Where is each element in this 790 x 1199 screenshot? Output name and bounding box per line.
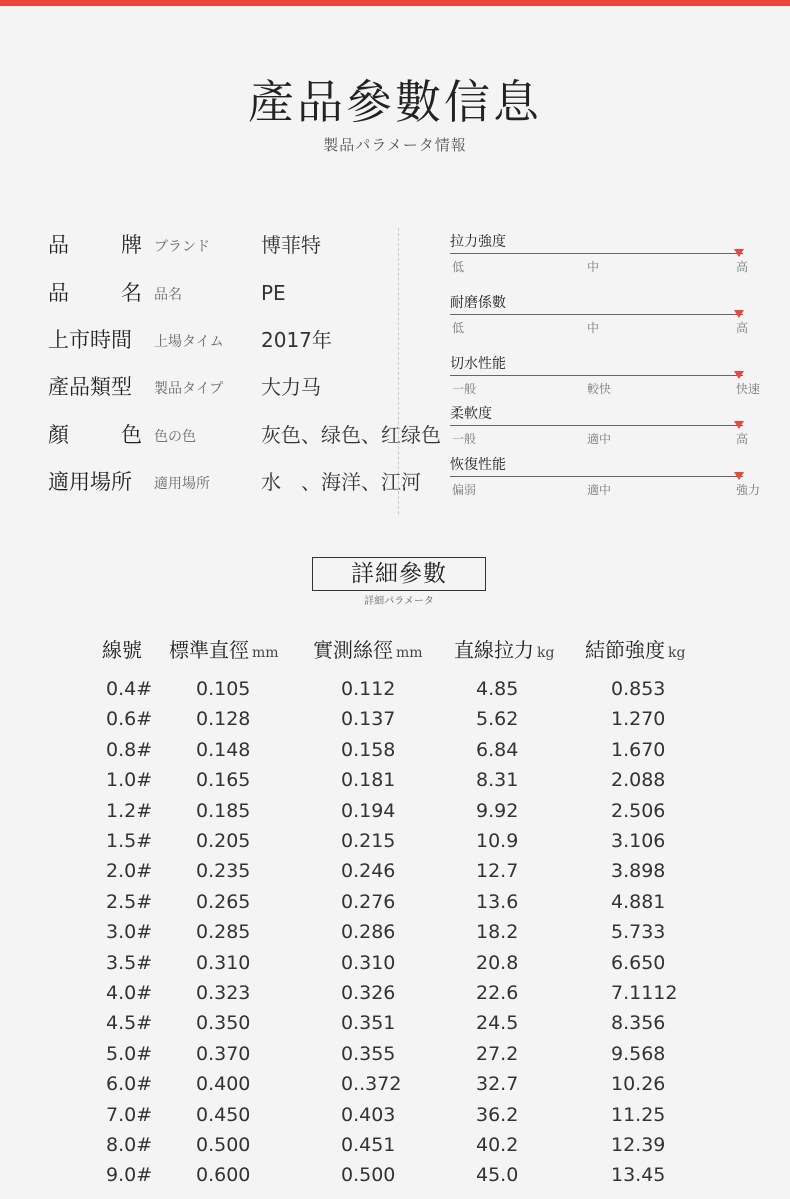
table-cell: 10.9 bbox=[476, 830, 519, 852]
table-cell: 0.148 bbox=[196, 738, 251, 761]
param-sublabel: ブランド bbox=[154, 239, 210, 255]
param-label-char: 型 bbox=[111, 375, 132, 399]
scale-tick-mid: 適中 bbox=[587, 432, 612, 446]
table-row bbox=[0, 919, 790, 949]
scale-name: 切水性能 bbox=[450, 356, 506, 372]
scale-name: 耐磨係數 bbox=[450, 295, 506, 311]
param-row bbox=[48, 230, 448, 264]
table-cell: 0.355 bbox=[341, 1042, 396, 1065]
param-label bbox=[48, 278, 142, 308]
param-label-char: 品 bbox=[48, 233, 69, 257]
scale-marker-icon bbox=[734, 371, 744, 379]
table-cell: 18.2 bbox=[476, 921, 519, 944]
table-header-label: 標準直徑 bbox=[169, 638, 249, 662]
table-row bbox=[0, 1132, 790, 1162]
table-cell: 0.165 bbox=[196, 769, 251, 792]
table-row bbox=[0, 980, 790, 1010]
table-cell: 1.2# bbox=[106, 799, 153, 822]
table-cell: 5.0# bbox=[106, 1042, 153, 1065]
table-header-label: 直線拉力 bbox=[454, 638, 534, 662]
param-label-char: 所 bbox=[111, 470, 132, 494]
table-cell: 45.0 bbox=[476, 1164, 519, 1187]
table-cell: 1.0# bbox=[106, 769, 153, 792]
param-row bbox=[48, 372, 448, 406]
scale-tick-mid: 較快 bbox=[587, 382, 612, 396]
table-header-4 bbox=[454, 636, 554, 667]
table-cell: 5.62 bbox=[476, 708, 519, 731]
table-cell: 0.105 bbox=[196, 678, 251, 700]
scale-line bbox=[450, 425, 743, 426]
table-cell: 0.451 bbox=[341, 1134, 396, 1156]
scale-line bbox=[450, 476, 743, 477]
table-cell: 0.276 bbox=[341, 890, 396, 913]
scale-name: 恢復性能 bbox=[450, 457, 506, 473]
scale-marker-icon bbox=[734, 472, 744, 480]
table-cell: 0.450 bbox=[196, 1103, 251, 1126]
table-row bbox=[0, 1010, 790, 1040]
scale-3 bbox=[450, 354, 761, 402]
table-cell: 0.137 bbox=[341, 708, 396, 731]
scale-1 bbox=[450, 232, 750, 280]
table-header-unit: kg bbox=[668, 645, 686, 661]
scale-4 bbox=[450, 404, 750, 452]
top-accent-bar bbox=[0, 0, 790, 6]
table-cell: 0.403 bbox=[341, 1103, 396, 1126]
table-cell: 8.356 bbox=[611, 1012, 666, 1035]
table-row bbox=[0, 1102, 790, 1132]
scale-tick-low: 一般 bbox=[452, 432, 477, 446]
scale-marker-icon bbox=[734, 421, 744, 429]
table-cell: 0.112 bbox=[341, 678, 396, 700]
param-label-char: 時 bbox=[90, 328, 111, 352]
table-cell: 0.323 bbox=[196, 982, 251, 1004]
scale-marker-icon bbox=[734, 310, 744, 318]
table-cell: 0.205 bbox=[196, 830, 251, 852]
table-cell: 27.2 bbox=[476, 1042, 519, 1065]
param-label-char: 間 bbox=[111, 328, 132, 352]
scale-tick-mid: 適中 bbox=[587, 483, 612, 497]
table-cell: 3.5# bbox=[106, 951, 153, 974]
table-header-5 bbox=[585, 636, 685, 667]
table-cell: 0.185 bbox=[196, 799, 251, 822]
table-cell: 8.31 bbox=[476, 769, 519, 792]
table-header-2 bbox=[169, 636, 279, 667]
table-row bbox=[0, 1071, 790, 1101]
table-cell: 11.25 bbox=[611, 1103, 666, 1126]
table-row bbox=[0, 706, 790, 736]
param-value: 博菲特 bbox=[261, 233, 321, 257]
table-cell: 0.246 bbox=[341, 860, 396, 883]
table-cell: 6.0# bbox=[106, 1073, 153, 1096]
table-cell: 1.5# bbox=[106, 830, 153, 852]
table-cell: 1.270 bbox=[611, 708, 666, 731]
scale-tick-low: 偏弱 bbox=[452, 483, 477, 497]
table-cell: 3.0# bbox=[106, 921, 153, 944]
table-cell: 13.45 bbox=[611, 1164, 666, 1187]
table-cell: 8.0# bbox=[106, 1134, 153, 1156]
table-cell: 7.0# bbox=[106, 1103, 153, 1126]
param-label-char: 品 bbox=[69, 375, 90, 399]
param-label-char: 市 bbox=[69, 328, 90, 352]
param-label-char: 用 bbox=[69, 470, 90, 494]
scale-2 bbox=[450, 293, 750, 341]
table-row bbox=[0, 676, 790, 706]
table-row bbox=[0, 1041, 790, 1071]
table-cell: 3.106 bbox=[611, 830, 666, 852]
param-row bbox=[48, 467, 448, 501]
table-row bbox=[0, 858, 790, 888]
table-cell: 12.39 bbox=[611, 1134, 666, 1156]
table-cell: 32.7 bbox=[476, 1073, 519, 1096]
table-cell: 13.6 bbox=[476, 890, 519, 913]
table-row bbox=[0, 767, 790, 797]
table-cell: 0..372 bbox=[341, 1073, 402, 1096]
scale-name: 拉力強度 bbox=[450, 234, 506, 250]
table-cell: 0.8# bbox=[106, 738, 153, 761]
table-header-label: 實測絲徑 bbox=[313, 638, 393, 662]
table-cell: 9.92 bbox=[476, 799, 519, 822]
table-cell: 0.853 bbox=[611, 678, 666, 700]
scale-tick-high: 強力 bbox=[736, 483, 761, 497]
param-value: 大力马 bbox=[261, 375, 321, 399]
table-cell: 2.5# bbox=[106, 890, 153, 913]
table-row bbox=[0, 1162, 790, 1192]
table-cell: 6.650 bbox=[611, 951, 666, 974]
scale-tick-high: 高 bbox=[736, 260, 749, 274]
table-row bbox=[0, 889, 790, 919]
page-title: 產品參數信息 bbox=[248, 75, 542, 129]
param-label-char: 產 bbox=[48, 375, 69, 399]
table-cell: 12.7 bbox=[476, 860, 519, 883]
table-cell: 9.568 bbox=[611, 1042, 666, 1065]
table-cell: 0.400 bbox=[196, 1073, 251, 1096]
table-cell: 24.5 bbox=[476, 1012, 519, 1035]
table-cell: 6.84 bbox=[476, 738, 519, 761]
scale-tick-mid: 中 bbox=[587, 260, 600, 274]
table-cell: 10.26 bbox=[611, 1073, 666, 1096]
scale-line bbox=[450, 253, 743, 254]
table-cell: 4.5# bbox=[106, 1012, 153, 1035]
table-cell: 4.85 bbox=[476, 678, 519, 700]
table-cell: 7.1112 bbox=[611, 982, 678, 1004]
table-cell: 0.265 bbox=[196, 890, 251, 913]
table-cell: 0.181 bbox=[341, 769, 396, 792]
detail-section-subtitle: 詳細パラメータ bbox=[364, 596, 434, 607]
table-cell: 22.6 bbox=[476, 982, 519, 1004]
table-header-unit: mm bbox=[396, 645, 423, 661]
page-subtitle: 製品パラメータ情報 bbox=[323, 136, 467, 154]
table-cell: 0.286 bbox=[341, 921, 396, 944]
param-label-char: 適 bbox=[48, 470, 69, 494]
scale-tick-high: 高 bbox=[736, 321, 749, 335]
table-cell: 0.235 bbox=[196, 860, 251, 883]
table-cell: 0.310 bbox=[341, 951, 396, 974]
table-cell: 0.500 bbox=[196, 1134, 251, 1156]
table-cell: 9.0# bbox=[106, 1164, 153, 1187]
param-sublabel: 色の色 bbox=[154, 429, 196, 445]
table-cell: 0.194 bbox=[341, 799, 396, 822]
param-label-char: 上 bbox=[48, 328, 69, 352]
table-header-label: 結節強度 bbox=[585, 638, 665, 662]
param-label-char: 牌 bbox=[121, 233, 142, 257]
table-cell: 0.370 bbox=[196, 1042, 251, 1065]
scale-line bbox=[450, 375, 743, 376]
table-cell: 0.351 bbox=[341, 1012, 396, 1035]
table-cell: 0.6# bbox=[106, 708, 153, 731]
scale-tick-low: 一般 bbox=[452, 382, 477, 396]
table-row bbox=[0, 798, 790, 828]
param-value: 水 、海洋、江河 bbox=[261, 470, 421, 494]
table-row bbox=[0, 737, 790, 767]
param-sublabel: 適用場所 bbox=[154, 476, 210, 492]
param-label-char: 色 bbox=[121, 423, 142, 447]
table-cell: 0.326 bbox=[341, 982, 396, 1004]
table-row bbox=[0, 828, 790, 858]
table-cell: 5.733 bbox=[611, 921, 666, 944]
table-cell: 0.350 bbox=[196, 1012, 251, 1035]
scale-name: 柔軟度 bbox=[450, 406, 492, 422]
param-sublabel: 上場タイム bbox=[154, 334, 224, 350]
param-row bbox=[48, 278, 448, 312]
table-cell: 4.881 bbox=[611, 890, 666, 913]
column-divider bbox=[398, 228, 399, 514]
param-sublabel: 品名 bbox=[154, 287, 182, 303]
table-cell: 2.088 bbox=[611, 769, 666, 792]
table-header-3 bbox=[313, 636, 423, 667]
table-cell: 36.2 bbox=[476, 1103, 519, 1126]
scale-tick-low: 低 bbox=[452, 321, 465, 335]
scale-marker-icon bbox=[734, 249, 744, 257]
param-label-char: 名 bbox=[121, 281, 142, 305]
param-row bbox=[48, 325, 448, 359]
detail-section-title: 詳細參數 bbox=[312, 557, 486, 591]
table-cell: 40.2 bbox=[476, 1134, 519, 1156]
table-cell: 0.4# bbox=[106, 678, 153, 700]
table-cell: 0.310 bbox=[196, 951, 251, 974]
param-value: 2017年 bbox=[261, 328, 332, 352]
param-sublabel: 製品タイプ bbox=[154, 381, 224, 397]
table-header-unit: kg bbox=[537, 645, 555, 661]
scale-tick-mid: 中 bbox=[587, 321, 600, 335]
scale-5 bbox=[450, 455, 761, 503]
param-label bbox=[48, 230, 142, 260]
table-cell: 0.285 bbox=[196, 921, 251, 944]
scale-tick-high: 快速 bbox=[736, 382, 761, 396]
table-cell: 0.600 bbox=[196, 1164, 251, 1187]
param-label bbox=[48, 467, 142, 497]
param-value: 灰色、绿色、红绿色 bbox=[261, 423, 441, 447]
param-label-char: 顏 bbox=[48, 423, 69, 447]
param-label bbox=[48, 372, 142, 402]
param-label-char: 品 bbox=[48, 281, 69, 305]
table-cell: 4.0# bbox=[106, 982, 153, 1004]
table-cell: 0.500 bbox=[341, 1164, 396, 1187]
table-header-label: 線號 bbox=[102, 638, 142, 662]
scale-tick-high: 高 bbox=[736, 432, 749, 446]
table-header-unit: mm bbox=[252, 645, 279, 661]
table-row bbox=[0, 950, 790, 980]
table-cell: 2.0# bbox=[106, 860, 153, 883]
scale-line bbox=[450, 314, 743, 315]
table-cell: 0.128 bbox=[196, 708, 251, 731]
table-cell: 20.8 bbox=[476, 951, 519, 974]
param-value: PE bbox=[261, 281, 286, 305]
table-header-1 bbox=[102, 636, 142, 664]
param-label bbox=[48, 325, 142, 355]
table-cell: 0.158 bbox=[341, 738, 396, 761]
table-cell: 2.506 bbox=[611, 799, 666, 822]
param-row bbox=[48, 420, 448, 454]
table-cell: 3.898 bbox=[611, 860, 666, 883]
param-label-char: 類 bbox=[90, 375, 111, 399]
param-label-char: 場 bbox=[90, 470, 111, 494]
table-cell: 0.215 bbox=[341, 830, 396, 852]
param-label bbox=[48, 420, 142, 450]
scale-tick-low: 低 bbox=[452, 260, 465, 274]
table-cell: 1.670 bbox=[611, 738, 666, 761]
